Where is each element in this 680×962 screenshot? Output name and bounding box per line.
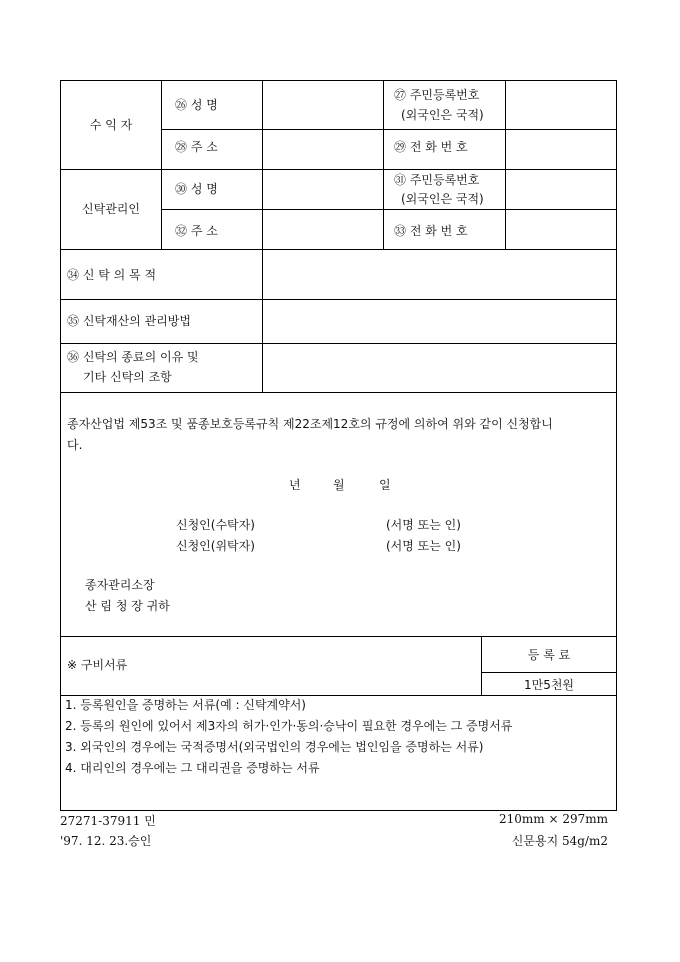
trust-manager-id-label: ㉛ 주민등록번호 bbox=[394, 173, 480, 187]
registration-fee-value: 1만5천원 bbox=[523, 678, 575, 692]
trust-termination-label: ㊱ 신탁의 종료의 이유 및 bbox=[67, 350, 199, 364]
row-divider bbox=[161, 129, 617, 130]
applicant-trustee-sign: (서명 또는 인) bbox=[386, 518, 461, 532]
beneficiary-name-label: ㉖ 성 명 bbox=[175, 98, 218, 112]
applicant-truster-sign: (서명 또는 인) bbox=[386, 539, 461, 553]
row-divider bbox=[481, 672, 617, 673]
paper-type: 신문용지 54g/m2 bbox=[511, 834, 608, 848]
document-item: 4. 대리인의 경우에는 그 대리권을 증명하는 서류 bbox=[65, 761, 320, 775]
document-item: 2. 등록의 원인에 있어서 제3자의 허가·인가·동의·승낙이 필요한 경우에는 그 증명서류 bbox=[65, 719, 513, 733]
date-year: 년 bbox=[289, 478, 301, 492]
trust-manager-address-label: ㉜ 주 소 bbox=[175, 224, 218, 238]
row-divider bbox=[61, 343, 617, 344]
col-divider bbox=[383, 81, 384, 249]
applicant-trustee-label: 신청인(수탁자) bbox=[176, 518, 255, 532]
addressee-forest-service: 산 림 청 장 귀하 bbox=[85, 599, 170, 613]
col-divider bbox=[505, 81, 506, 249]
declaration-text: 종자산업법 제53조 및 품종보호등록규칙 제22조제12호의 규정에 의하여 위와 같이 신청합니 bbox=[67, 417, 553, 431]
beneficiary-phone-label: ㉙ 전 화 번 호 bbox=[394, 140, 468, 154]
trust-manager-name-label: ㉚ 성 명 bbox=[175, 182, 218, 196]
row-divider bbox=[61, 169, 617, 170]
row-divider bbox=[161, 209, 617, 210]
declaration-text-cont: 다. bbox=[67, 438, 83, 452]
trust-purpose-label: ㉞ 신 탁 의 목 적 bbox=[67, 268, 157, 282]
trust-manager-phone-label: ㉝ 전 화 번 호 bbox=[394, 224, 468, 238]
paper-size: 210mm × 297mm bbox=[498, 812, 608, 826]
registration-fee-label: 등 록 료 bbox=[527, 648, 571, 662]
row-divider bbox=[61, 695, 617, 696]
trust-registration-form bbox=[60, 80, 617, 811]
date-day: 일 bbox=[379, 478, 391, 492]
trust-manager-nationality-label: (외국인은 국적) bbox=[401, 192, 484, 206]
applicant-truster-label: 신청인(위탁자) bbox=[176, 539, 255, 553]
document-item: 1. 등록원인을 증명하는 서류(예 : 신탁계약서) bbox=[65, 698, 306, 712]
document-item: 3. 외국인의 경우에는 국적증명서(외국법인의 경우에는 법인임을 증명하는 서류) bbox=[65, 740, 484, 754]
trust-manager-label: 신탁관리인 bbox=[82, 202, 140, 216]
row-divider bbox=[61, 392, 617, 393]
beneficiary-address-label: ㉘ 주 소 bbox=[175, 140, 218, 154]
documents-title: ※ 구비서류 bbox=[67, 658, 128, 672]
addressee-seed-office: 종자관리소장 bbox=[85, 578, 155, 592]
beneficiary-nationality-label: (외국인은 국적) bbox=[401, 108, 484, 122]
col-divider bbox=[262, 81, 263, 392]
row-divider bbox=[61, 299, 617, 300]
date-month: 월 bbox=[333, 478, 345, 492]
col-divider bbox=[161, 81, 162, 249]
row-divider bbox=[61, 636, 617, 637]
form-number: 27271-37911 민 bbox=[60, 814, 156, 828]
trust-method-label: ㉟ 신탁재산의 관리방법 bbox=[67, 314, 191, 328]
beneficiary-label: 수 익 자 bbox=[89, 118, 133, 132]
trust-other-terms-label: 기타 신탁의 조항 bbox=[83, 370, 172, 384]
approval-date: '97. 12. 23.승인 bbox=[60, 834, 152, 848]
beneficiary-id-label: ㉗ 주민등록번호 bbox=[394, 88, 480, 102]
row-divider bbox=[61, 249, 617, 250]
